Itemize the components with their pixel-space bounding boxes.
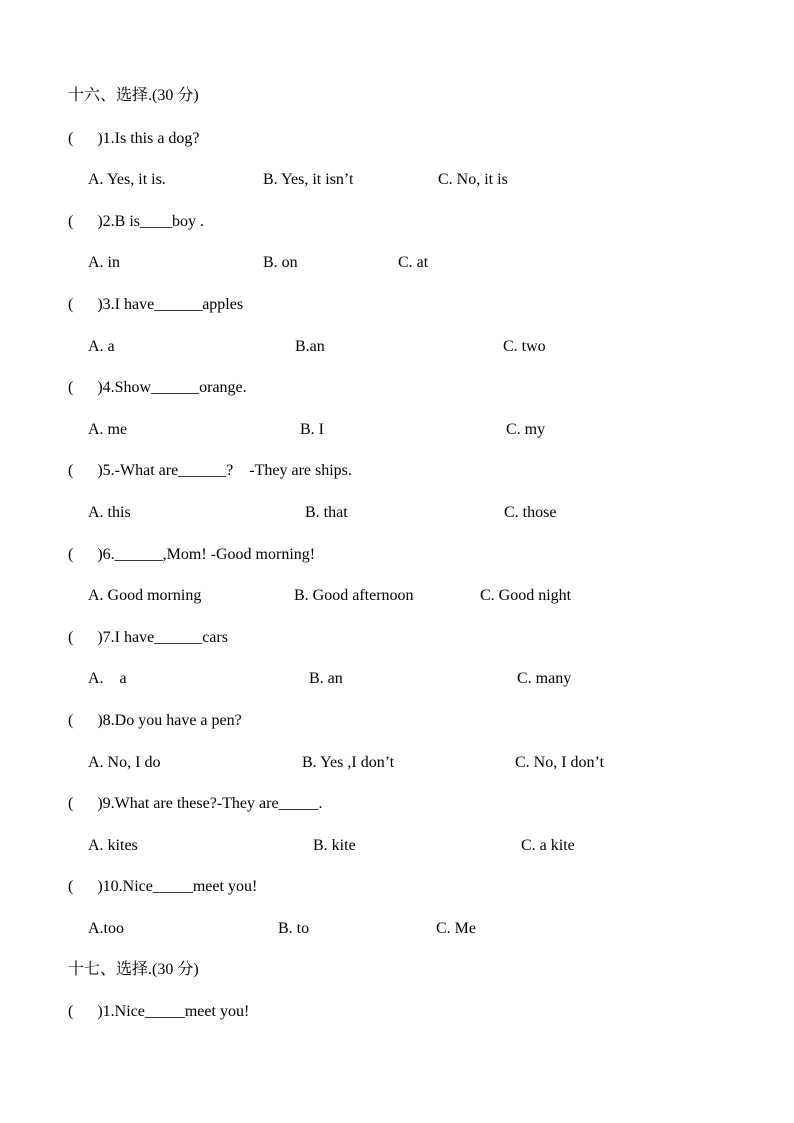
question-4-option-b: B. I xyxy=(300,421,324,438)
question-7-option-b: B. an xyxy=(309,670,343,687)
question-6-option-b: B. Good afternoon xyxy=(294,587,414,604)
question-4-stem: ( )4.Show______orange. xyxy=(68,379,247,396)
question-2-stem: ( )2.B is____boy . xyxy=(68,213,204,230)
question-2-option-b: B. on xyxy=(263,254,298,271)
question-5-option-c: C. those xyxy=(504,504,557,521)
question-5-stem: ( )5.-What are______? -They are ships. xyxy=(68,462,352,479)
question-6-stem: ( )6.______,Mom! -Good morning! xyxy=(68,546,316,563)
question-5-option-a: A. this xyxy=(88,504,131,521)
question-9-option-c: C. a kite xyxy=(521,837,575,854)
question-10-option-a: A.too xyxy=(88,920,124,937)
section-17-heading: 十七、选择.(30 分) xyxy=(68,961,199,978)
question-3-option-a: A. a xyxy=(88,338,115,355)
question-3-stem: ( )3.I have______apples xyxy=(68,296,244,313)
question-4-option-c: C. my xyxy=(506,421,546,438)
question-2-option-a: A. in xyxy=(88,254,120,271)
question-10-option-b: B. to xyxy=(278,920,310,937)
question-1-stem: ( )1.Is this a dog? xyxy=(68,130,200,147)
question-1-option-c: C. No, it is xyxy=(438,171,508,188)
question-7-stem: ( )7.I have______cars xyxy=(68,629,228,646)
question-7-option-a: A. a xyxy=(88,670,127,687)
question-9-option-a: A. kites xyxy=(88,837,138,854)
question-4-option-a: A. me xyxy=(88,421,128,438)
section-17-question-1-stem: ( )1.Nice_____meet you! xyxy=(68,1003,250,1020)
question-5-option-b: B. that xyxy=(305,504,348,521)
question-8-stem: ( )8.Do you have a pen? xyxy=(68,712,242,729)
question-1-option-a: A. Yes, it is. xyxy=(88,171,166,188)
question-2-option-c: C. at xyxy=(398,254,429,271)
question-9-stem: ( )9.What are these?-They are_____. xyxy=(68,795,323,812)
question-3-option-b: B.an xyxy=(295,338,325,355)
section-16-heading: 十六、选择.(30 分) xyxy=(68,87,199,104)
question-8-option-c: C. No, I don’t xyxy=(515,754,605,771)
question-8-option-a: A. No, I do xyxy=(88,754,161,771)
question-8-option-b: B. Yes ,I don’t xyxy=(302,754,395,771)
question-6-option-a: A. Good morning xyxy=(88,587,202,604)
question-10-option-c: C. Me xyxy=(436,920,476,937)
question-6-option-c: C. Good night xyxy=(480,587,572,604)
question-3-option-c: C. two xyxy=(503,338,546,355)
question-1-option-b: B. Yes, it isn’t xyxy=(263,171,354,188)
question-7-option-c: C. many xyxy=(517,670,572,687)
question-10-stem: ( )10.Nice_____meet you! xyxy=(68,878,258,895)
question-9-option-b: B. kite xyxy=(313,837,356,854)
